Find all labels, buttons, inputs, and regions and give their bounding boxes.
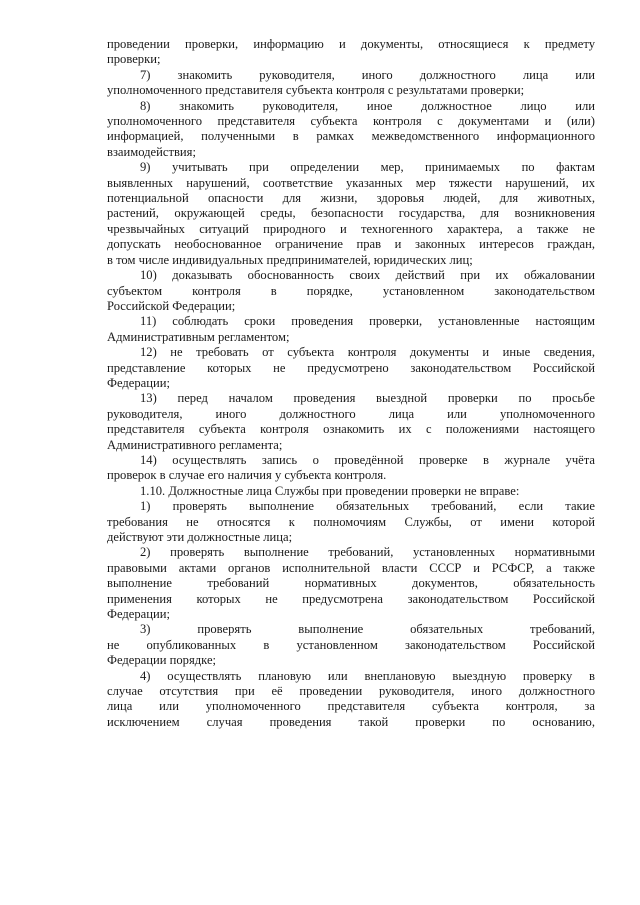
text-line: Федерации;: [107, 607, 170, 622]
text-line: проведении проверки, информацию и документы, относящиеся к предмету: [107, 37, 595, 51]
text-line: 1) проверять выполнение обязательных требований, если такие: [140, 499, 595, 514]
text-line: представление которых не предусмотрено законодательством Российской: [107, 360, 595, 375]
text-line: выявленных нарушений, соответствие указанных мер тяжести нарушений, их: [107, 175, 595, 190]
text-line: представителя субъекта контроля ознакомить их с положениями настоящего: [107, 422, 595, 437]
text-line: 4) осуществлять плановую или внеплановую выездную проверку в: [140, 668, 595, 683]
text-line: в том числе индивидуальных предпринимателей, юридических лиц;: [107, 252, 473, 267]
text-line: действуют эти должностные лица;: [107, 530, 293, 544]
document-text-body: [107, 37, 595, 730]
text-line: 14) осуществлять запись о проведённой проверке в журнале учёта: [140, 452, 595, 467]
text-line: 10) доказывать обоснованность своих действий при их обжаловании: [140, 268, 595, 283]
text-line: проверок в случае его наличия у субъекта контроля.: [107, 468, 387, 483]
text-line: 9) учитывать при определении мер, принимаемых по фактам: [140, 160, 595, 175]
text-line: лица или уполномоченного представителя субъекта контроля, за: [107, 699, 595, 714]
text-line: 12) не требовать от субъекта контроля документы и иные сведения,: [140, 345, 595, 360]
text-line: информацией, полученными в рамках межведомственного информационного: [107, 129, 595, 144]
text-line: 3) проверять выполнение обязательных требований,: [140, 622, 595, 637]
text-line: применения которых не предусмотрена законодательством Российской: [107, 591, 595, 606]
text-line: правовыми актами органов исполнительной власти СССР и РСФСР, а также: [107, 560, 595, 575]
text-line: выполнение требований нормативных документов, обязательность: [107, 576, 595, 591]
text-line: требования не относятся к полномочиям Службы, от имени которой: [107, 514, 595, 529]
text-line: 8) знакомить руководителя, иное должностное лицо или: [140, 98, 595, 113]
text-line: потенциальной опасности для жизни, здоровья людей, для животных,: [107, 191, 595, 206]
text-line: чрезвычайных ситуаций природного и техногенного характера, а также не: [107, 221, 595, 236]
text-line: 11) соблюдать сроки проведения проверки, установленные настоящим: [140, 314, 595, 329]
text-line: Административным регламентом;: [107, 329, 290, 344]
text-line: 2) проверять выполнение требований, установленных нормативными: [140, 545, 595, 560]
text-line: Российской Федерации;: [107, 298, 236, 313]
text-line: субъектом контроля в порядке, установленном законодательством: [107, 283, 595, 298]
text-line: руководителя, иного должностного лица или уполномоченного: [107, 406, 595, 421]
text-line: 1.10. Должностные лица Службы при проведении проверки не вправе:: [140, 483, 520, 498]
text-line: уполномоченного представителя субъекта контроля с результатами проверки;: [107, 83, 525, 98]
text-line: 7) знакомить руководителя, иного должностного лица или: [140, 67, 595, 82]
text-line: взаимодействия;: [107, 144, 196, 159]
text-line: исключением случая проведения такой проверки по основанию,: [107, 714, 595, 729]
text-line: растений, окружающей среды, безопасности государства, для возникновения: [107, 206, 595, 221]
text-line: Федерации порядке;: [107, 653, 217, 668]
text-line: проверки;: [107, 52, 161, 67]
text-line: уполномоченного представителя субъекта контроля с документами и (или): [107, 114, 595, 129]
text-line: 13) перед началом проведения выездной проверки по просьбе: [140, 391, 595, 406]
text-line: Административного регламента;: [107, 437, 283, 452]
text-line: Федерации;: [107, 375, 170, 390]
text-line: не опубликованных в установленном законодательством Российской: [107, 637, 595, 652]
text-line: допускать необоснованное ограничение прав и законных интересов граждан,: [107, 237, 595, 252]
text-line: случае отсутствия при её проведении руководителя, иного должностного: [107, 684, 595, 699]
